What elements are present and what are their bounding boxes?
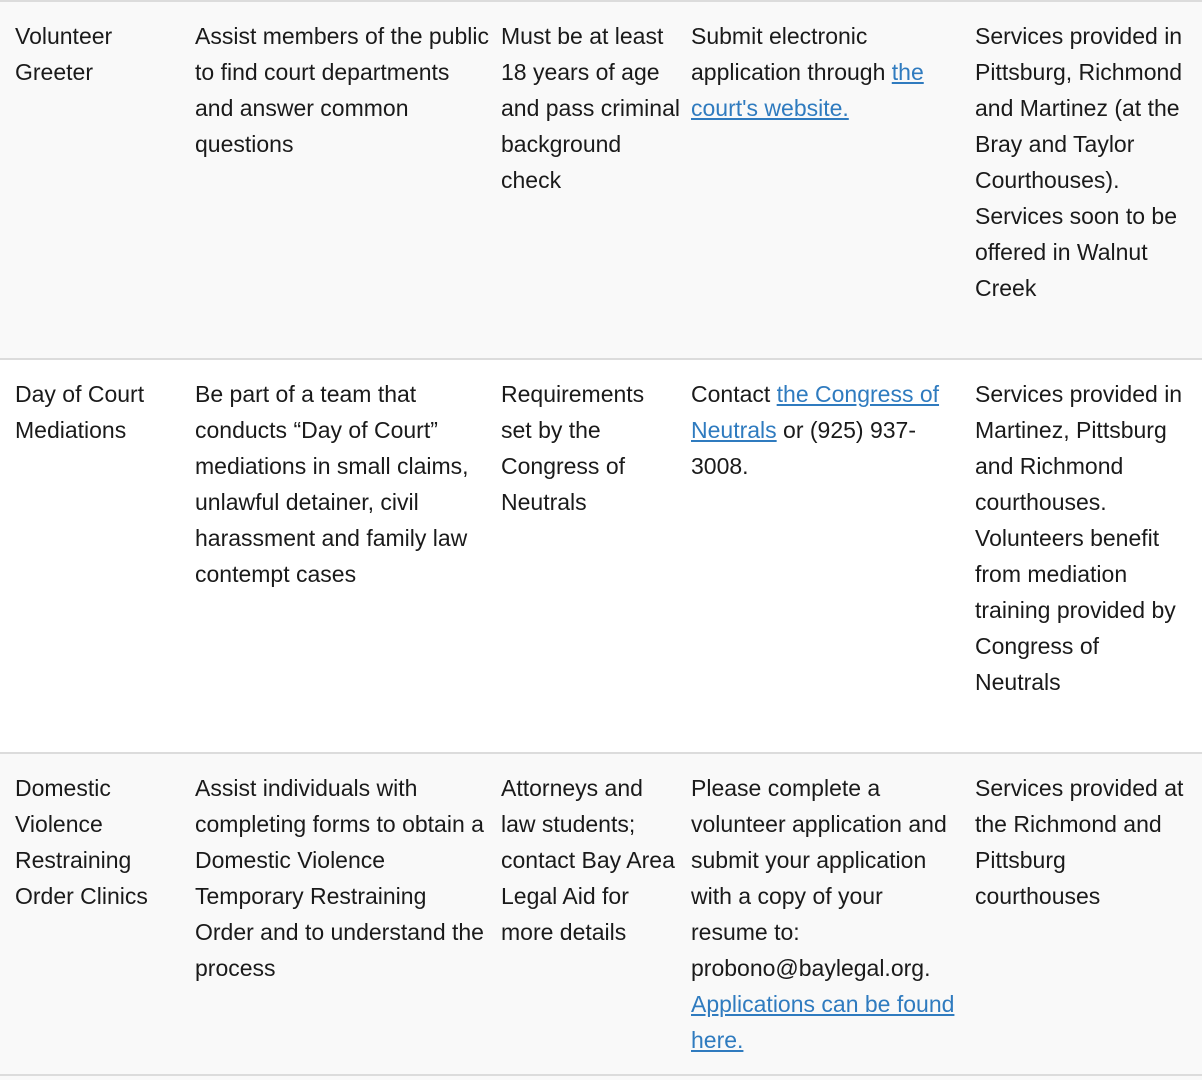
apply-text: Submit electronic application through: [691, 23, 892, 85]
role-cell: Volunteer Greeter: [15, 23, 113, 85]
congress-of-neutrals-link[interactable]: the Congress of Neutrals: [691, 381, 940, 443]
table-bottom-border: [0, 1074, 1202, 1080]
table-row: [0, 0, 1202, 358]
role-cell: Day of Court Mediations: [15, 381, 145, 443]
requirements-cell: Requirements set by the Congress of Neutrals: [501, 381, 645, 515]
description-cell: Assist individuals with completing forms to obtain a Domestic Violence Temporary Restraining Order and to understand the process: [195, 775, 484, 981]
role-cell: Domestic Violence Restraining Order Clinics: [15, 775, 148, 909]
how-to-apply-cell: [691, 770, 961, 1058]
applications-link[interactable]: Applications can be found here.: [691, 991, 955, 1053]
court-website-link[interactable]: the court's website.: [691, 59, 924, 121]
table-row: [0, 752, 1202, 1074]
notes-cell: Services provided in Martinez, Pittsburg and Richmond courthouses. Volunteers benefit from mediation training provided by Congress of Neutrals: [975, 381, 1183, 695]
requirements-cell: Must be at least 18 years of age and pass criminal background check: [501, 23, 680, 193]
description-cell: Be part of a team that conducts “Day of Court” mediations in small claims, unlawful detainer, civil harassment and family law contempt cases: [195, 381, 469, 587]
requirements-cell: Attorneys and law students; contact Bay Area Legal Aid for more details: [501, 775, 675, 945]
how-to-apply-cell: [691, 376, 961, 484]
apply-text: Please complete a volunteer application and submit your application with a copy of your resume to: probono@baylegal.org.: [691, 775, 947, 981]
apply-text: Contact: [691, 381, 777, 407]
description-cell: Assist members of the public to find court departments and answer common questions: [195, 23, 490, 157]
how-to-apply-cell: [691, 18, 961, 126]
notes-cell: Services provided in Pittsburg, Richmond and Martinez (at the Bray and Taylor Courthouses). Services soon to be offered in Walnut Creek: [975, 23, 1183, 301]
notes-cell: Services provided at the Richmond and Pittsburg courthouses: [975, 775, 1184, 909]
table-row: [0, 358, 1202, 752]
apply-text-after: or (925) 937-3008.: [691, 417, 917, 479]
